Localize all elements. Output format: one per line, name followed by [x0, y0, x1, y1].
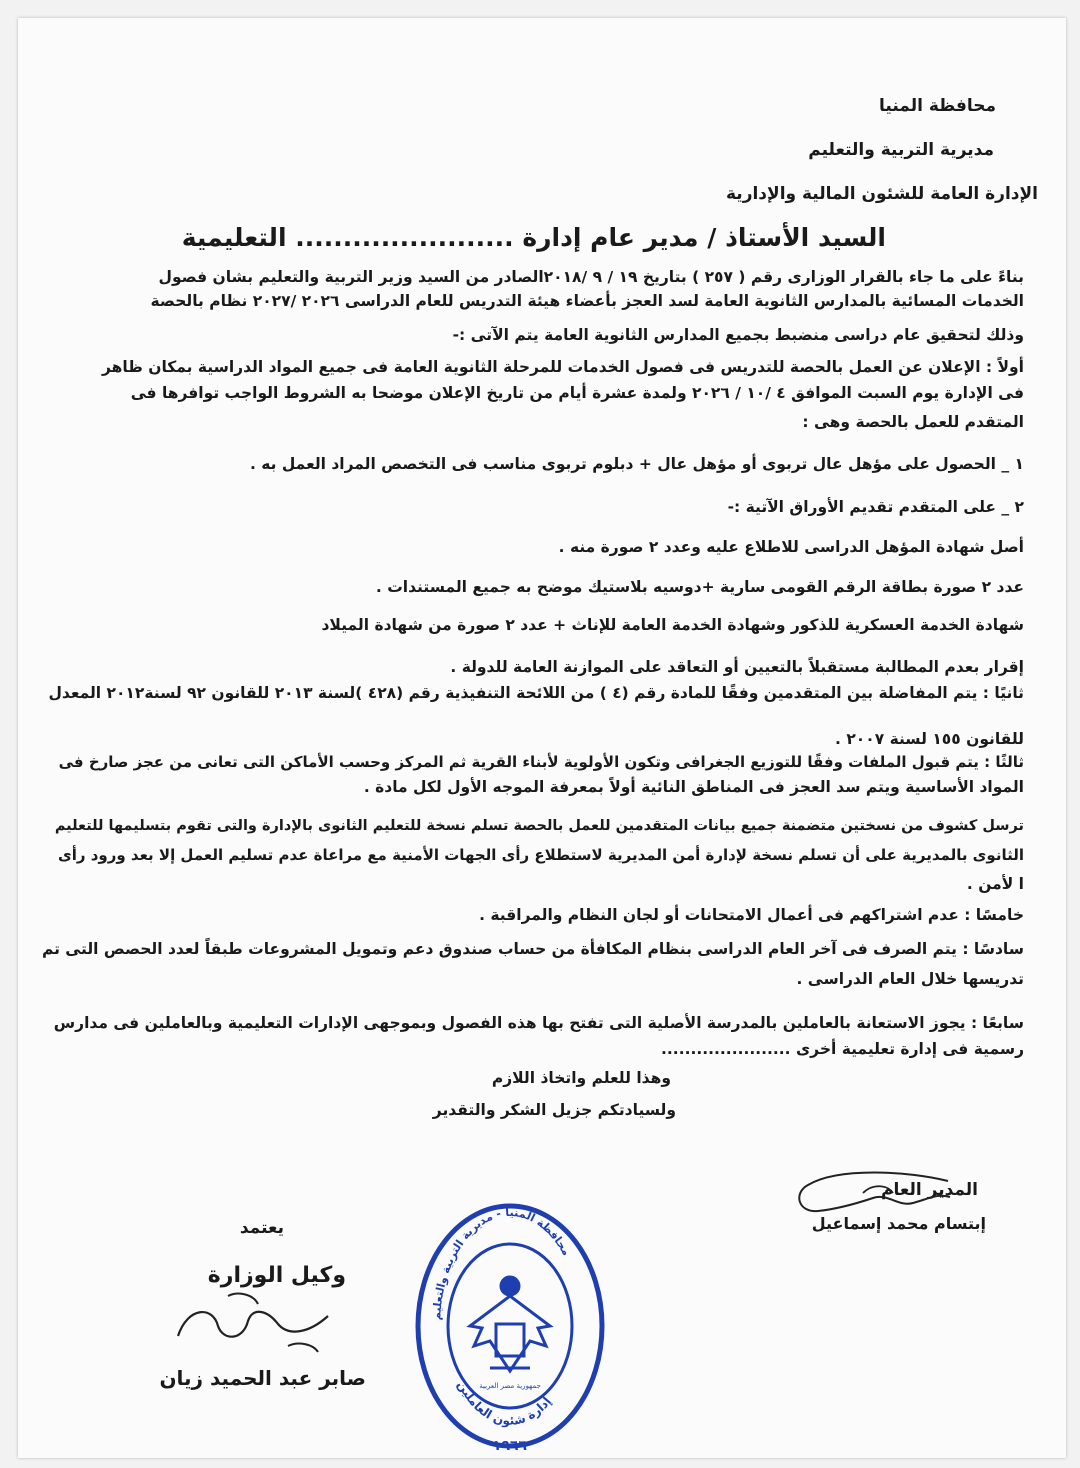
sixth-clause-line: سادسًا : يتم الصرف فى آخر العام الدراسى بنظام المكافأة من حساب صندوق دعم وتمويل المشروعات طبقاً لعدد الحصص التى تم: [41, 940, 1024, 958]
governorate-label: محافظة المنيا: [879, 96, 996, 116]
official-seal: [410, 1196, 610, 1456]
second-clause-line: ثانيًا : يتم المفاضلة بين المتقدمين وفقًا للمادة رقم (٤ ) من اللائحة التنفيذية رقم (٤٢٨ )لسنة ٢٠١٣ للقانون ٩٢ لسنة٢٠١٢ المعدل: [48, 684, 1024, 702]
fourth-clause-line: ا لأمن .: [966, 875, 1024, 893]
directorate-label: مديرية التربية والتعليم: [808, 140, 994, 160]
second-clause-line: للقانون ١٥٥ لسنة ٢٠٠٧ .: [835, 730, 1024, 748]
condition-2: ٢ _ على المتقدم تقديم الأوراق الآتية :-: [727, 498, 1024, 516]
document-item: إقرار بعدم المطالبة مستقبلاً بالتعيين أو التعاقد على الموازنة العامة للدولة .: [450, 658, 1024, 676]
deputy-name: صابر عبد الحميد زيان: [159, 1366, 366, 1390]
document-item: عدد ٢ صورة بطاقة الرقم القومى سارية +دوسيه بلاستيك موضح به جميع المستندات .: [375, 578, 1024, 596]
intro-line: الخدمات المسائية بالمدارس الثانوية العامة لسد العجز بأعضاء هيئة التدريس للعام الدراسى ٢٠٢٦ /٢٠٢٧ نظام بالحصة: [150, 292, 1024, 310]
seal-year: ١٩٦٦: [492, 1438, 528, 1454]
department-label: الإدارة العامة للشئون المالية والإدارية: [726, 184, 1038, 204]
fourth-clause-line: الثانوى بالمديرية على أن تسلم نسخة لإدارة أمن المديرية لاستطلاع رأى الجهات الأمنية مع مراعاة عدم تسليم العمل إلا بعد ورود رأى: [57, 846, 1024, 864]
first-clause-line: أولاً : الإعلان عن العمل بالحصة للتدريس فى فصول الخدمات للمرحلة الثانوية العامة فى جميع المواد الدراسية بمكان ظاهر: [102, 358, 1024, 376]
seal-bottom-text: إدارة شئون العاملين: [454, 1378, 554, 1428]
intro-line: وذلك لتحقيق عام دراسى منضبط بجميع المدارس الثانوية العامة يتم الآتى :-: [452, 326, 1024, 344]
subject-line: السيد الأستاذ / مدير عام إدارة ....................... التعليمية: [181, 223, 886, 252]
document-item: شهادة الخدمة العسكرية للذكور وشهادة الخدمة العامة للإناث + عدد ٢ صورة من شهادة الميلاد: [321, 616, 1024, 634]
deputy-signature: [168, 1286, 338, 1356]
seal-ring-text: محافظة المنيا - مديرية التربية والتعليم: [430, 1205, 573, 1321]
svg-text:محافظة المنيا - مديرية التربية: [430, 1206, 573, 1321]
seventh-clause-line: رسمية فى إدارة تعليمية أخرى ......................: [661, 1040, 1024, 1058]
condition-1: ١ _ الحصول على مؤهل عال تربوى أو مؤهل عال + دبلوم تربوى مناسب فى التخصص المراد العمل به .: [249, 455, 1024, 473]
gm-title: المدير العام: [881, 1180, 978, 1200]
gm-name: إبتسام محمد إسماعيل: [811, 1214, 986, 1233]
document-item: أصل شهادة المؤهل الدراسى للاطلاع عليه وعدد ٢ صورة منه .: [558, 538, 1024, 556]
third-clause-line: المواد الأساسية ويتم سد العجز فى المناطق النائية أولاً بمعرفة الموجه الأول لكل مادة .: [363, 778, 1024, 796]
deputy-title: وكيل الوزارة: [207, 1263, 346, 1288]
closing-line: وهذا للعلم واتخاذ اللازم: [491, 1069, 671, 1087]
sixth-clause-line: تدريسها خلال العام الدراسى .: [796, 970, 1024, 988]
first-clause-line: المتقدم للعمل بالحصة وهى :: [802, 413, 1024, 431]
third-clause-line: ثالثًا : يتم قبول الملفات وفقًا للتوزيع الجغرافى وتكون الأولوية لأبناء القرية ثم المركز وحسب الأماكن التى تعانى من عجز صارخ فى: [58, 753, 1024, 771]
closing-line: ولسيادتكم جزيل الشكر والتقدير: [432, 1101, 676, 1119]
approve-label: يعتمد: [239, 1218, 284, 1238]
fifth-clause: خامسًا : عدم اشتراكهم فى أعمال الامتحانات أو لجان النظام والمراقبة .: [479, 906, 1024, 924]
fourth-clause-line: ترسل كشوف من نسختين متضمنة جميع بيانات المتقدمين للعمل بالحصة تسلم نسخة للتعليم الثانوى بالإدارة والتى تقوم بتسليمها للتعليم: [54, 818, 1024, 834]
seal-emblem-caption: جمهورية مصر العربية: [479, 1382, 541, 1390]
document-page: [18, 18, 1066, 1458]
intro-line: بناءً على ما جاء بالقرار الوزارى رقم ( ٢٥٧ ) بتاريخ ١٩ / ٩ /٢٠١٨الصادر من السيد وزير التربية والتعليم بشان فصول: [158, 268, 1024, 286]
seventh-clause-line: سابعًا : يجوز الاستعانة بالعاملين بالمدرسة الأصلية التى تفتح بها هذه الفصول وبموجهى الإدارات التعليمية وبالعاملين فى مدارس: [53, 1014, 1024, 1032]
first-clause-line: فى الإدارة يوم السبت الموافق ٤ /١٠ / ٢٠٢٦ ولمدة عشرة أيام من تاريخ الإعلان موضحا به الشروط الواجب توافرها فى: [130, 384, 1024, 402]
